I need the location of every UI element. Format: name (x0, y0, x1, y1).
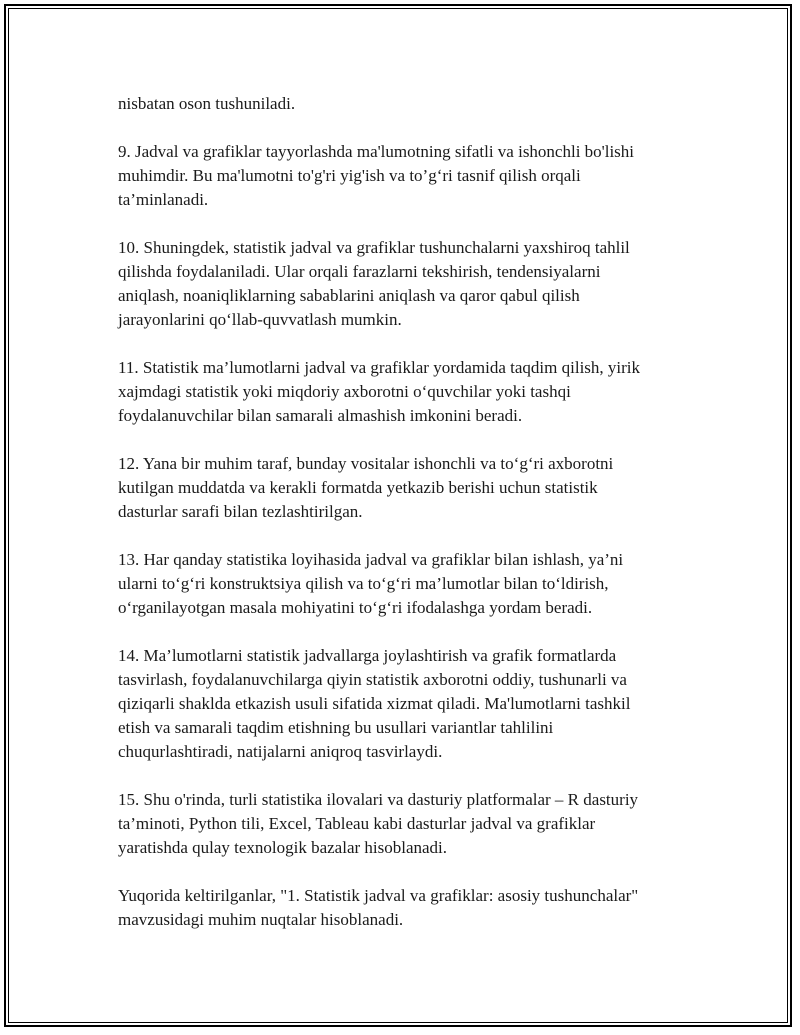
paragraph-continuation: nisbatan oson tushuniladi. (118, 94, 296, 113)
document-body (118, 92, 698, 956)
paragraph-conclusion: Yuqorida keltirilganlar, "1. Statistik jadval va grafiklar: asosiy tushunchalar" mavzusidagi muhim nuqtalar hisoblanadi. (118, 886, 639, 929)
paragraph-12: 12. Yana bir muhim taraf, bunday vositalar ishonchli va to‘g‘ri axborotni kutilgan muddatda va kerakli formatda yetkazib berishi uchun statistik dasturlar sarafi bilan tezlashtirilgan. (118, 454, 614, 521)
paragraph-10: 10. Shuningdek, statistik jadval va grafiklar tushunchalarni yaxshiroq tahlil qilishda foydalaniladi. Ular orqali farazlarni tekshirish, tendensiyalarni aniqlash, noaniqliklarning sabablarini aniqlash va qaror qabul qilish jarayonlarini qo‘llab-quvvatlash mumkin. (118, 238, 630, 329)
paragraph-11: 11. Statistik ma’lumotlarni jadval va grafiklar yordamida taqdim qilish, yirik xajmdagi statistik yoki miqdoriy axborotni o‘quvchilar yoki tashqi foydalanuvchilar bilan samarali almashish imkonini beradi. (118, 358, 641, 425)
paragraph-9: 9. Jadval va grafiklar tayyorlashda ma'lumotning sifatli va ishonchli bo'lishi muhimdir. Bu ma'lumotni to'g'ri yig'ish va to’g‘ri tasnif qilish orqali ta’minlanadi. (118, 142, 635, 209)
paragraph-15: 15. Shu o'rinda, turli statistika ilovalari va dasturiy platformalar – R dasturiy ta’minoti, Python tili, Excel, Tableau kabi dasturlar jadval va grafiklar yaratishda qulay texnologik bazalar hisoblanadi. (118, 790, 639, 857)
paragraph-13: 13. Har qanday statistika loyihasida jadval va grafiklar bilan ishlash, ya’ni ularni to‘g‘ri konstruktsiya qilish va to‘g‘ri ma’lumotlar bilan to‘ldirish, o‘rganilayotgan masala mohiyatini to‘g‘ri ifodalashga yordam beradi. (118, 550, 624, 617)
paragraph-14: 14. Ma’lumotlarni statistik jadvallarga joylashtirish va grafik formatlarda tasvirlash, foydalanuvchilarga qiyin statistik axborotni oddiy, tushunarli va qiziqarli shaklda etkazish usuli sifatida xizmat qiladi. Ma'lumotlarni tashkil etish va samarali taqdim etishning bu usullari variantlar tahlilini chuqurlashtiradi, natijalarni aniqroq tasvirlaydi. (118, 646, 631, 761)
